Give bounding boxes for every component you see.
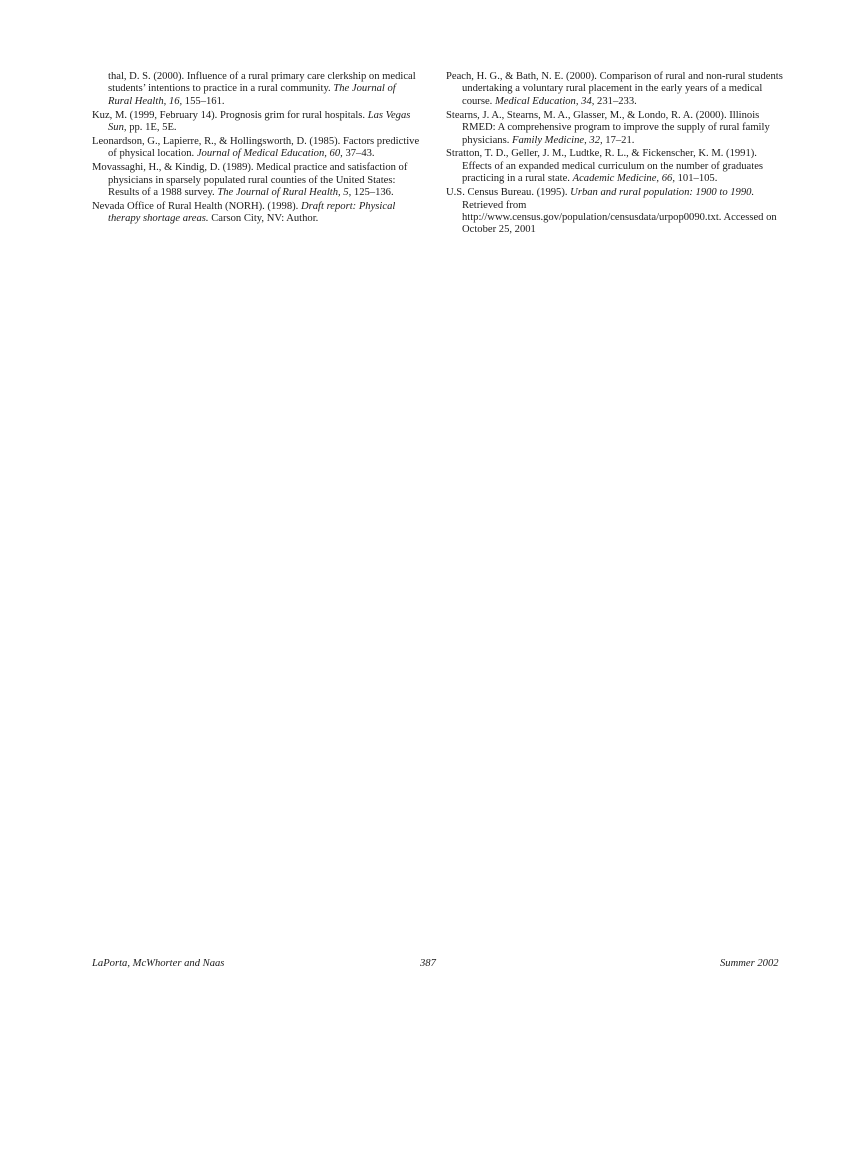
reference-italic-text: The Journal of Rural Health, 5, [217,187,352,199]
reference-italic-text: Draft report: Physical therapy shortage areas. [108,201,396,225]
reference-text: U.S. Census Bureau. (1995). [446,187,571,199]
reference-text: Kuz, M. (1999, February 14). Prognosis grim for rural hospitals. [92,109,368,121]
footer-authors: LaPorta, McWhorter and Naas [92,958,225,969]
reference-entry [446,148,784,185]
reference-entry [446,187,784,237]
reference-text: 101–105. [674,173,718,185]
footer-issue: Summer 2002 [720,958,779,969]
references-right-column [446,71,784,238]
reference-entry [446,71,784,108]
reference-text: 125–136. [351,187,394,199]
reference-text: pp. 1E, 5E. [126,122,177,134]
reference-italic-text: Las Vegas Sun, [108,109,411,134]
reference-italic-text: Family Medicine, 32, [512,134,603,146]
reference-text: Peach, H. G., & Bath, N. E. (2000). Comparison of rural and non-rural students undertaking a voluntary rural placement in the early years of a medical course. [446,71,783,107]
reference-text: Retrieved from http://www.census.gov/population/censusdata/urpop0090.txt. Accessed on October 25, 2001 [462,199,777,236]
reference-entry [446,110,784,147]
reference-entry [92,136,422,161]
reference-text: 155–161. [182,95,225,107]
reference-text: 231–233. [594,95,637,107]
reference-text: Stratton, T. D., Geller, J. M., Ludtke, R. L., & Fickenscher, K. M. (1991). Effects of an expanded medical curriculum on the number of graduates practicing in a rural state. [446,148,764,185]
reference-italic-text: Urban and rural population: 1900 to 1990. [570,187,755,199]
reference-text: Stearns, J. A., Stearns, M. A., Glasser, M., & Londo, R. A. (2000). Illinois RMED: A comprehensive program to improve the supply of rural family physicians. [446,109,770,146]
reference-italic-text: Medical Education, 34, [494,95,595,107]
reference-italic-text: The Journal of Rural Health, 16, [108,83,396,107]
reference-text: Nevada Office of Rural Health (NORH). (1998). [92,201,301,213]
reference-text: Movassaghi, H., & Kindig, D. (1989). Medical practice and satisfaction of physicians in sparsely populated rural counties of the United States: Results of a 1988 survey. [92,162,408,199]
reference-text: 17–21. [602,134,635,146]
reference-entry [92,110,422,135]
reference-italic-text: Academic Medicine, 66, [572,173,675,185]
reference-text: Carson City, NV: Author. [208,213,319,225]
reference-entry [92,162,422,199]
reference-text: thal, D. S. (2000). Influence of a rural primary care clerkship on medical students’ intentions to practice in a rural community. [108,71,416,95]
reference-entry [92,71,422,108]
footer-page-number: 387 [420,958,436,969]
reference-entry [92,201,422,226]
reference-text: 37–43. [342,148,375,160]
reference-text: Leonardson, G., Lapierre, R., & Hollingsworth, D. (1985). Factors predictive of physical location. [92,136,420,160]
references-left-column [92,71,422,227]
reference-italic-text: Journal of Medical Education, 60, [196,148,343,160]
